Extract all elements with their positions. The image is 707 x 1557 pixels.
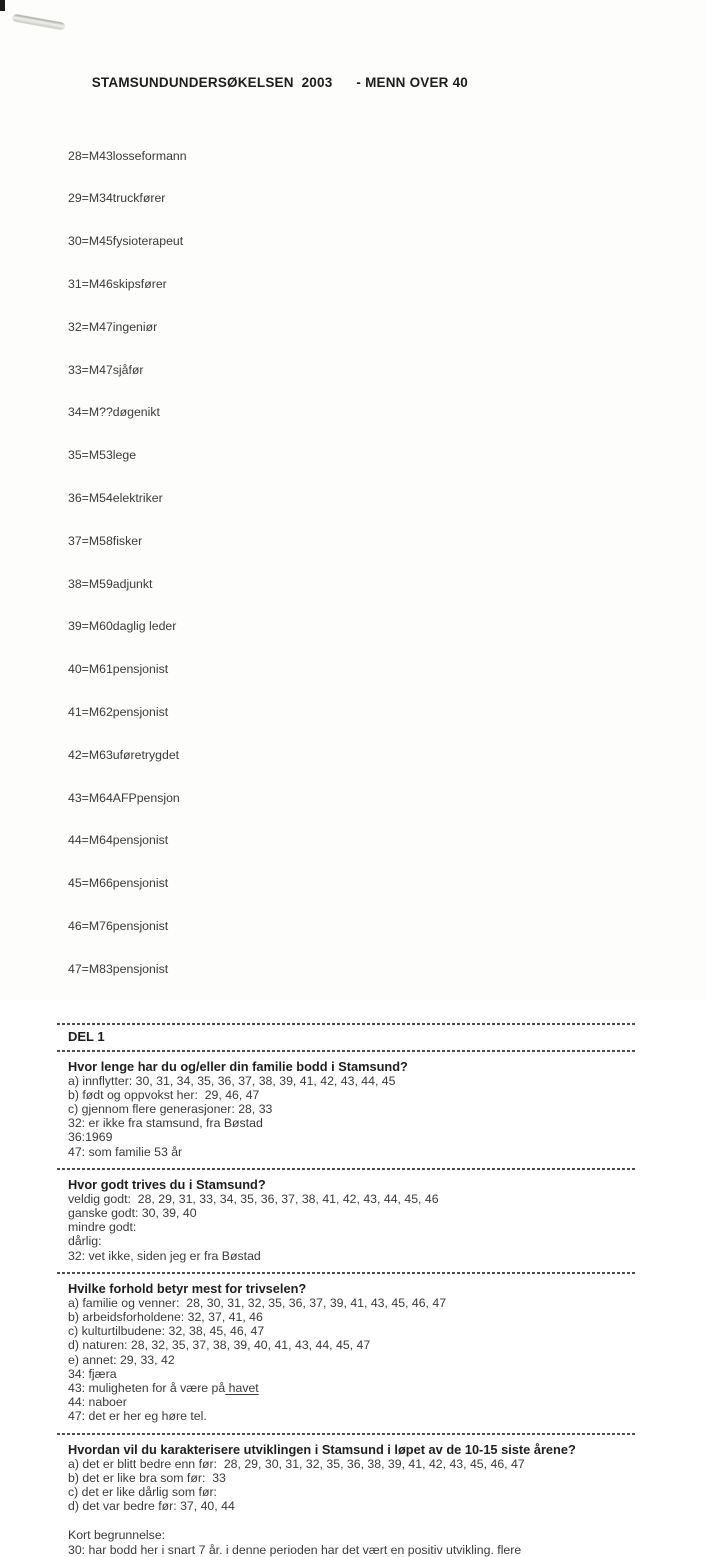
answer-line: 44: naboer [68, 1395, 127, 1410]
answer-line: d) det var bedre før: 37, 40, 44 [68, 1499, 235, 1514]
participant-code-list [68, 120, 678, 1005]
answer-line: 34: fjæra [68, 1366, 117, 1381]
participant-code: 30=M45fysioterapeut [68, 234, 184, 249]
justification-block [68, 1528, 678, 1556]
answer-line: d) naturen: 28, 32, 35, 37, 38, 39, 40, 41, 43, 44, 45, 47 [68, 1338, 371, 1353]
answer-line: b) født og oppvokst her: 29, 46, 47 [68, 1087, 260, 1102]
participant-code: 46=M76pensjonist [68, 918, 169, 933]
participant-code: 44=M64pensjonist [68, 833, 169, 848]
answer-line-with-underline [68, 1381, 678, 1395]
answer-line: a) familie og venner: 28, 30, 31, 32, 35, 36, 37, 39, 41, 43, 45, 46, 47 [68, 1295, 447, 1310]
scan-corner-artifact [0, 0, 5, 11]
answer-line: veldig godt: 28, 29, 31, 33, 34, 35, 36, 37, 38, 41, 42, 43, 44, 45, 46 [68, 1191, 439, 1206]
answer-line: 36:1969 [68, 1130, 113, 1145]
answer-line: mindre godt: [68, 1220, 137, 1235]
section-development [68, 1442, 678, 1514]
dashed-separator [57, 1433, 635, 1435]
answer-line: e) annet: 29, 33, 42 [68, 1352, 175, 1367]
participant-code: 28=M43losseformann [68, 148, 187, 163]
participant-code: 42=M63uføretrygdet [68, 747, 180, 762]
participant-code: 47=M83pensjonist [68, 961, 169, 976]
answer-line: a) det er blitt bedre enn før: 28, 29, 30, 31, 32, 35, 36, 38, 39, 41, 42, 43, 45, 46, 47 [68, 1456, 525, 1471]
participant-code: 31=M46skipsfører [68, 276, 167, 291]
answer-line: a) innflytter: 30, 31, 34, 35, 36, 37, 38, 39, 41, 42, 43, 44, 45 [68, 1073, 396, 1088]
section-factors [68, 1281, 678, 1424]
participant-code: 43=M64AFPpensjon [68, 790, 180, 805]
underlined-word: havet [225, 1380, 259, 1395]
answer-line: c) det er like dårlig som før: [68, 1485, 217, 1499]
answer-line: c) gjennom flere generasjoner: 28, 33 [68, 1101, 273, 1116]
dashed-separator [57, 1023, 635, 1025]
participant-code: 38=M59adjunkt [68, 576, 153, 591]
dashed-separator [57, 1272, 635, 1274]
answer-line-prefix: 43: muligheten for å være på [68, 1380, 226, 1395]
scan-streak-artifact [12, 14, 64, 30]
participant-code: 40=M61pensjonist [68, 662, 169, 677]
question-heading: Hvordan vil du karakterisere utviklingen i Stamsund i løpet av de 10-15 siste årene? [68, 1441, 576, 1457]
answer-line: c) kulturtilbudene: 32, 38, 45, 46, 47 [68, 1324, 265, 1339]
dashed-separator [57, 1168, 635, 1170]
answer-line: 47: som familie 53 år [68, 1144, 183, 1159]
document-title-left: STAMSUNDUNDERSØKELSEN 2003 [91, 75, 333, 90]
participant-code: 36=M54elektriker [68, 490, 163, 505]
justification-note: 30: har bodd her i snart 7 år. i denne perioden har det vært en positiv utvikling. flere [68, 1542, 522, 1557]
answer-line: ganske godt: 30, 39, 40 [68, 1205, 197, 1220]
answer-line: 32: er ikke fra stamsund, fra Bøstad [68, 1116, 263, 1131]
participant-code: 41=M62pensjonist [68, 704, 169, 719]
part-label: DEL 1 [68, 1028, 105, 1044]
question-heading: Hvor lenge har du og/eller din familie bodd i Stamsund? [68, 1058, 408, 1074]
justification-label: Kort begrunnelse: [68, 1528, 166, 1543]
question-heading: Hvilke forhold betyr mest for trivselen? [68, 1280, 307, 1296]
dashed-separator [57, 1050, 635, 1052]
participant-code: 32=M47ingeniør [68, 319, 158, 334]
participant-code: 29=M34truckfører [68, 191, 166, 206]
participant-code: 45=M66pensjonist [68, 876, 169, 891]
participant-code: 35=M53lege [68, 448, 137, 463]
participant-code: 33=M47sjåfør [68, 362, 144, 377]
answer-line: dårlig: [68, 1234, 102, 1249]
document-title [68, 60, 678, 105]
document-content [68, 60, 678, 1557]
participant-code: 34=M??døgenikt [68, 405, 160, 420]
answer-line: 32: vet ikke, siden jeg er fra Bøstad [68, 1248, 261, 1263]
answer-line: b) det er like bra som før: 33 [68, 1470, 226, 1485]
answer-line: b) arbeidsforholdene: 32, 37, 41, 46 [68, 1309, 263, 1324]
participant-code: 39=M60daglig leder [68, 619, 177, 634]
answer-line: 47: det er her eg høre tel. [68, 1409, 207, 1424]
question-heading: Hvor godt trives du i Stamsund? [68, 1176, 266, 1192]
document-title-right: - MENN OVER 40 [356, 75, 468, 90]
section-wellbeing [68, 1177, 678, 1263]
section-residence [68, 1059, 678, 1159]
participant-code: 37=M58fisker [68, 533, 143, 548]
